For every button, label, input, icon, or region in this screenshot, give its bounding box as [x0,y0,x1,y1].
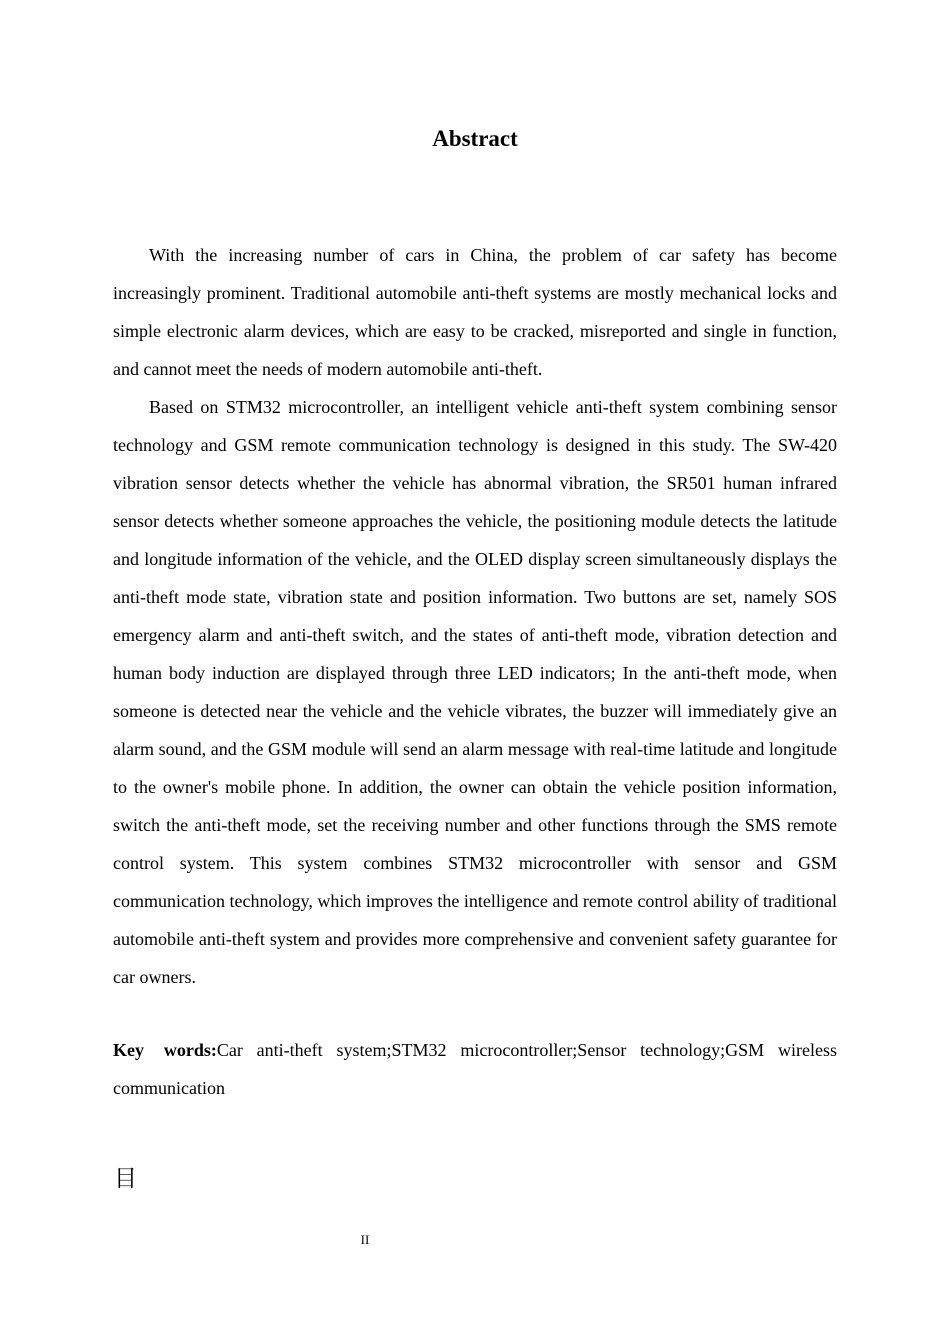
abstract-paragraph-2: Based on STM32 microcontroller, an intelligent vehicle anti-theft system combining sensor technology and GSM remote communication technology is designed in this study. The SW-420 vibration sensor detects whether the vehicle has abnormal vibration, the SR501 human infrared sensor detects whether someone approaches the vehicle, the positioning module detects the latitude and longitude information of the vehicle, and the OLED display screen simultaneously displays the anti-theft mode state, vibration state and position information. Two buttons are set, namely SOS emergency alarm and anti-theft switch, and the states of anti-theft mode, vibration detection and human body induction are displayed through three LED indicators; In the anti-theft mode, when someone is detected near the vehicle and the vehicle vibrates, the buzzer will immediately give an alarm sound, and the GSM module will send an alarm message with real-time latitude and longitude to the owner's mobile phone. In addition, the owner can obtain the vehicle position information, switch the anti-theft mode, set the receiving number and other functions through the SMS remote control system. This system combines STM32 microcontroller with sensor and GSM communication technology, which improves the intelligence and remote control ability of traditional automobile anti-theft system and provides more comprehensive and convenient safety guarantee for car owners. [113,397,837,987]
abstract-paragraph-1: With the increasing number of cars in China, the problem of car safety has become increasingly prominent. Traditional automobile anti-theft systems are mostly mechanical locks and simple electronic alarm devices, which are easy to be cracked, misreported and single in function, and cannot meet the needs of modern automobile anti-theft. [113,245,837,379]
keywords-text: Car anti-theft system;STM32 microcontroller;Sensor technology;GSM wireless communication [113,1040,837,1098]
keywords-line [113,1031,837,1107]
keywords-label: Key words: [113,1040,217,1060]
page-number: II [360,1232,370,1247]
toc-heading-fragment: 目 [114,1166,137,1192]
abstract-body [113,236,837,996]
abstract-title: Abstract [432,126,518,151]
